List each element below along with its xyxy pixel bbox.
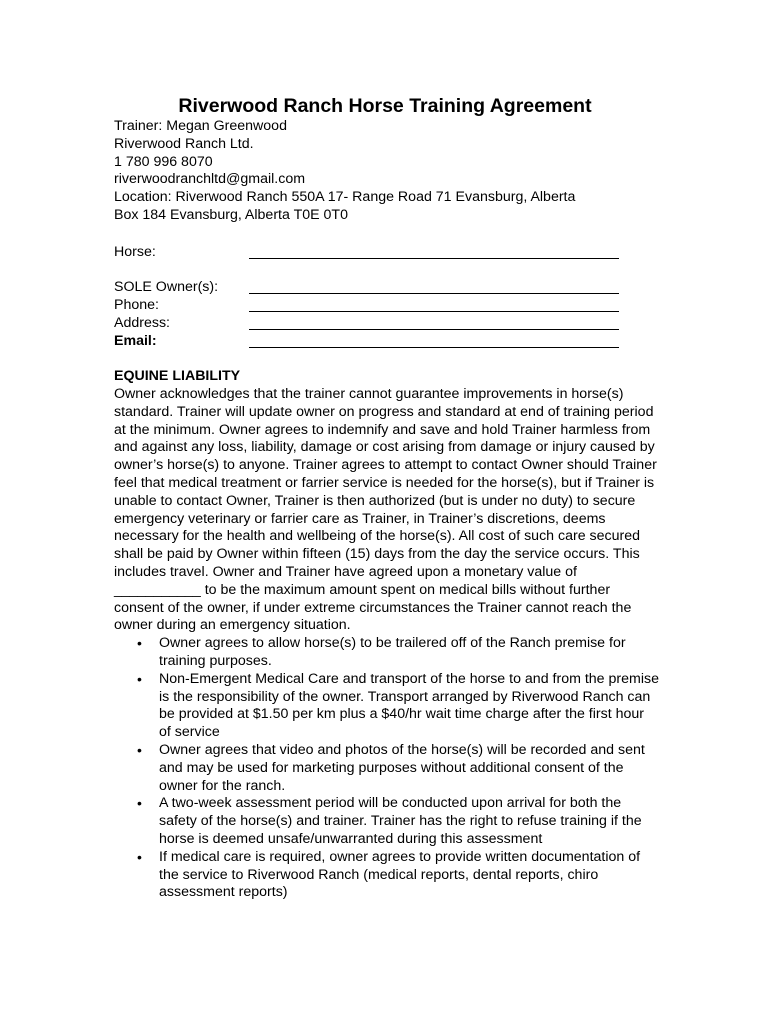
sole-owner-input-line[interactable] — [249, 293, 619, 294]
bullet-icon: • — [137, 795, 142, 812]
email-input-line[interactable] — [249, 347, 619, 348]
bullet-text: Owner agrees to allow horse(s) to be trailered off of the Ranch premise for training purposes. — [159, 635, 626, 669]
company-name: Riverwood Ranch Ltd. — [114, 135, 254, 152]
bullet-text: Owner agrees that video and photos of the horse(s) will be recorded and sent and may be used for marketing purposes without additional consent of the owner for the ranch. — [159, 741, 645, 794]
bullet-text: A two-week assessment period will be conducted upon arrival for both the safety of the horse(s) and trainer. Trainer has the right to refuse training if the horse is deemed unsafe/unwarranted during this assessment — [159, 795, 642, 847]
list-item — [114, 671, 659, 742]
bullet-icon: • — [137, 670, 142, 687]
contact-phone: 1 780 996 8070 — [114, 153, 213, 170]
address-input-line[interactable] — [249, 329, 619, 330]
trainer-contact-block — [114, 118, 575, 225]
sole-owner-field — [114, 278, 634, 296]
email-label: Email: — [114, 333, 157, 349]
address-label: Address: — [114, 315, 170, 331]
phone-field — [114, 296, 634, 314]
horse-field — [114, 243, 634, 261]
list-item — [114, 849, 659, 902]
bullet-icon: • — [137, 848, 142, 865]
bullet-icon: • — [137, 741, 142, 758]
horse-input-line[interactable] — [249, 258, 619, 259]
mailing-address: Box 184 Evansburg, Alberta T0E 0T0 — [114, 206, 348, 223]
document-title: Riverwood Ranch Horse Training Agreement — [178, 95, 592, 117]
ranch-location: Location: Riverwood Ranch 550A 17- Range Road 71 Evansburg, Alberta — [114, 189, 576, 206]
list-item — [114, 635, 659, 671]
horse-label: Horse: — [114, 244, 156, 260]
bullet-text: Non-Emergent Medical Care and transport of the horse to and from the premise is the responsibility of the owner. Transport arranged by Riverwood Ranch can be provided at $1.50 per km plus a $40/hr wait time charge after the first hour of service — [159, 670, 659, 741]
phone-input-line[interactable] — [249, 311, 619, 312]
bullet-text: If medical care is required, owner agrees to provide written documentation of the service to Riverwood Ranch (medical reports, dental reports, chiro assessment reports) — [159, 848, 641, 901]
phone-label: Phone: — [114, 297, 159, 313]
liability-bullet-list — [114, 635, 659, 902]
list-item — [114, 742, 659, 795]
sole-owner-label: SOLE Owner(s): — [114, 279, 219, 295]
email-field — [114, 332, 634, 350]
equine-liability-section — [114, 366, 659, 902]
list-item — [114, 795, 659, 848]
trainer-name: Trainer: Megan Greenwood — [114, 118, 287, 134]
liability-paragraph: Owner acknowledges that the trainer cannot guarantee improvements in horse(s) standard. Trainer will update owner on progress and standard at end of training period at the minimum. Owner agrees to indemnify and save and hold Trainer harmless from and against any loss, liability, damage or cost arising from damage or injury caused by owner’s horse(s) to anyone. Trainer agrees to attempt to contact Owner should Trainer feel that medical treatment or farrier service is needed for the horse(s), but if Trainer is unable to contact Owner, Trainer is then authorized (but is under no duty) to secure emergency veterinary or farrier care as Trainer, in Trainer’s discretions, deems necessary for the health and wellbeing of the horse(s). All cost of such care secured shall be paid by Owner within fifteen (15) days from the day the service occurs. This includes travel. Owner and Trainer have agreed upon a monetary value of ___________ to be the maximum amount spent on medical bills without further consent of the owner, if under extreme circumstances the Trainer cannot reach the owner during an emergency situation. — [114, 386, 657, 634]
contact-email: riverwoodranchltd@gmail.com — [114, 171, 306, 188]
bullet-icon: • — [137, 635, 142, 652]
address-field — [114, 314, 634, 332]
section-heading: EQUINE LIABILITY — [114, 368, 241, 384]
